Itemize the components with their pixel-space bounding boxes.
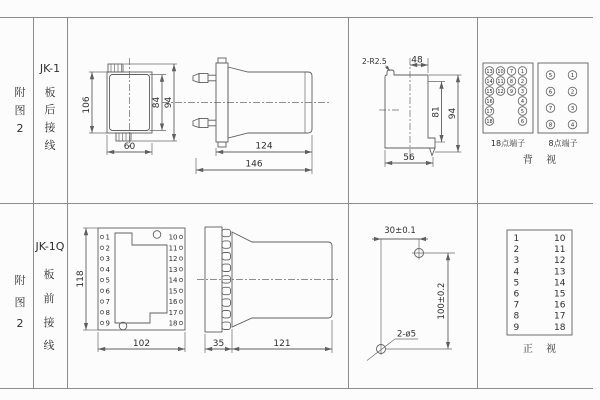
terminal-number: 2 (513, 245, 520, 256)
terminal-number: 2 (105, 244, 110, 253)
terminal-screw-bottom (193, 119, 216, 128)
terminal-number: 3 (105, 255, 110, 264)
wiring-char: 线 (44, 139, 56, 152)
model-name: JK-1 (39, 62, 61, 75)
radius-note: 2-R2.5 (362, 57, 387, 66)
terminal-number: 4 (513, 267, 520, 278)
terminal-number: 7 (548, 106, 553, 112)
terminal-number: 5 (105, 276, 110, 285)
fig-char: 2 (16, 122, 24, 135)
dim-35: 35 (212, 339, 225, 349)
jk1q-drilling-plan-drawing (367, 226, 455, 361)
dim-118: 118 (76, 270, 86, 288)
fig-char: 附 (14, 86, 26, 99)
terminal-number: 14 (486, 78, 493, 85)
dim-48: 48 (411, 55, 423, 66)
terminal-block-8pt (546, 71, 577, 129)
terminal-number: 17 (554, 311, 566, 322)
terminal-number: 6 (548, 89, 553, 96)
terminal-number: 1 (520, 68, 525, 75)
terminal-number: 7 (513, 300, 520, 311)
dim-81: 81 (431, 106, 442, 118)
row2-model-label (35, 240, 65, 352)
dim-146: 146 (245, 159, 263, 170)
front-left-terminals (100, 234, 110, 328)
terminal-number: 8 (548, 122, 553, 129)
front-view-label: 正 视 (522, 344, 562, 355)
wiring-char: 线 (43, 339, 55, 352)
jk1q-side-view-drawing (197, 227, 338, 353)
terminal-number: 1 (513, 234, 520, 244)
terminal-number: 10 (168, 233, 178, 242)
front-right-terminals (169, 234, 183, 328)
jk1q-front-view-drawing (76, 228, 185, 352)
dim-102: 102 (132, 339, 151, 349)
terminal8-label: 8点端子 (548, 139, 578, 148)
dim-94: 94 (164, 96, 174, 109)
terminal-number: 4 (520, 98, 525, 105)
table-right-column (554, 234, 566, 333)
terminal-number: 12 (497, 88, 504, 95)
row2-figure-label (15, 273, 26, 330)
terminal-number: 8 (509, 78, 514, 85)
terminal-number: 13 (168, 265, 178, 274)
terminal-number: 3 (570, 106, 575, 112)
wiring-char: 板 (43, 268, 55, 281)
terminal-number: 8 (513, 311, 520, 322)
terminal-number: 12 (554, 256, 566, 267)
terminal-number: 16 (554, 300, 566, 311)
terminal-number: 2 (520, 78, 525, 85)
terminal-number: 17 (168, 308, 178, 317)
terminal-number: 4 (570, 122, 575, 129)
model-name: JK-1Q (35, 240, 65, 253)
jk1-panel-cutout-drawing (362, 56, 462, 168)
terminal-number: 15 (486, 88, 493, 95)
terminal-number: 5 (548, 73, 553, 79)
terminal-number: 11 (168, 244, 178, 253)
terminal-number: 18 (486, 118, 493, 125)
terminal-number: 11 (497, 78, 504, 85)
terminal-number: 11 (554, 245, 566, 256)
terminal-number: 4 (105, 265, 110, 274)
row1-model-label (39, 62, 60, 152)
terminal-number: 16 (168, 298, 178, 307)
terminal-number: 1 (105, 233, 110, 242)
terminal-number: 17 (486, 108, 493, 115)
terminal-number: 14 (554, 278, 566, 289)
terminal-number: 9 (105, 319, 110, 328)
fig-char: 图 (14, 296, 26, 309)
terminal-number: 7 (105, 298, 110, 307)
terminal-block-18pt (485, 67, 527, 126)
terminal-number: 18 (168, 319, 178, 328)
dim-84: 84 (152, 96, 162, 109)
terminal-number: 14 (168, 276, 178, 285)
dim-106: 106 (82, 96, 92, 114)
fig-char: 图 (14, 104, 26, 117)
wiring-char: 板 (44, 86, 56, 99)
terminal-number: 5 (513, 278, 520, 289)
jk1-side-view-drawing (162, 58, 330, 174)
terminal-screw-top (193, 74, 216, 83)
fig-char: 附 (14, 274, 26, 287)
dim-124: 124 (255, 141, 273, 152)
dim-94: 94 (448, 107, 458, 120)
terminal-number: 3 (520, 88, 525, 95)
dim-56: 56 (403, 153, 415, 163)
front-view-terminal-table (507, 230, 572, 355)
terminal-number: 6 (520, 118, 525, 125)
wiring-char: 前 (43, 292, 55, 305)
jk1-front-view-drawing (82, 58, 177, 155)
terminal-number: 1 (570, 73, 575, 79)
hole-note: 2-ø5 (396, 329, 417, 340)
terminal-number: 15 (168, 287, 178, 296)
rear-view-label: 背 视 (522, 155, 562, 166)
terminal-number: 15 (554, 289, 566, 300)
terminal-number: 5 (520, 108, 525, 115)
terminal18-label: 18点端子 (490, 139, 526, 148)
terminal-number: 6 (105, 287, 110, 296)
terminal-number: 7 (509, 68, 514, 75)
terminal-number: 13 (486, 68, 493, 75)
terminal-number: 16 (486, 98, 493, 105)
wiring-char: 后 (44, 103, 56, 116)
row1-figure-label (15, 85, 26, 135)
dim-60: 60 (123, 142, 136, 152)
dim-30: 30±0.1 (384, 226, 416, 236)
dim-121: 121 (273, 339, 291, 349)
wiring-char: 接 (44, 121, 56, 134)
terminal-number: 6 (513, 289, 520, 300)
terminal-number: 12 (168, 255, 178, 264)
mounting-hole (153, 231, 161, 239)
terminal-number: 9 (509, 88, 514, 95)
terminal-number: 3 (513, 256, 520, 267)
fig-char: 2 (16, 317, 24, 330)
terminal-number: 2 (570, 89, 575, 96)
terminal-number: 8 (105, 308, 110, 317)
terminal-number: 10 (497, 68, 504, 75)
terminal-number: 18 (554, 322, 566, 333)
terminal-number: 10 (554, 234, 566, 244)
rear-view-terminals (483, 63, 588, 166)
terminal-number: 9 (513, 322, 520, 333)
terminal-number: 13 (554, 267, 566, 278)
table-left-column (514, 234, 520, 333)
dim-100: 100±0.2 (437, 282, 447, 320)
wiring-char: 接 (43, 316, 55, 329)
